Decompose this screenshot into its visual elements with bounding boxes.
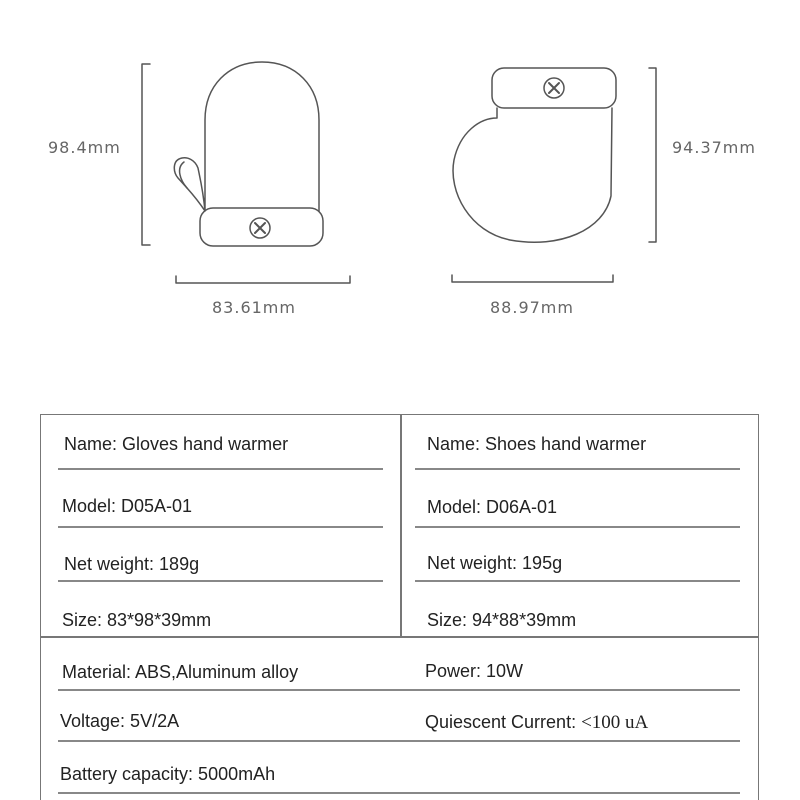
shoe-width-label: 88.97mm bbox=[490, 298, 574, 317]
shoe-width-bracket bbox=[452, 275, 613, 282]
shoes-size: Size: 94*88*39mm bbox=[427, 610, 577, 630]
material: Material: ABS,Aluminum alloy bbox=[62, 662, 299, 682]
row-line bbox=[415, 580, 740, 582]
shoe-height-bracket bbox=[649, 68, 656, 242]
spec-table bbox=[40, 414, 760, 800]
dimension-diagram bbox=[0, 0, 800, 340]
gloves-size: Size: 83*98*39mm bbox=[62, 610, 212, 630]
quiescent-current bbox=[425, 712, 648, 734]
glove-height-label: 98.4mm bbox=[48, 138, 121, 157]
voltage: Voltage: 5V/2A bbox=[60, 711, 180, 731]
product-outline-drawing bbox=[0, 0, 800, 340]
glove-outline-icon bbox=[174, 62, 319, 211]
row-line bbox=[58, 526, 383, 528]
row-line bbox=[58, 689, 740, 691]
shoe-outline-icon bbox=[453, 108, 612, 242]
row-line bbox=[58, 740, 740, 742]
shoes-name: Name: Shoes hand warmer bbox=[427, 434, 647, 454]
shoes-model: Model: D06A-01 bbox=[427, 497, 558, 517]
gloves-name: Name: Gloves hand warmer bbox=[64, 434, 289, 454]
row-line bbox=[58, 580, 383, 582]
quiescent-current-value: <100 uA bbox=[581, 712, 649, 733]
quiescent-current-label: Quiescent Current: bbox=[425, 712, 582, 732]
gloves-model: Model: D05A-01 bbox=[62, 496, 193, 516]
shoes-net-weight: Net weight: 195g bbox=[427, 553, 563, 573]
glove-width-bracket bbox=[176, 276, 350, 283]
row-line bbox=[415, 526, 740, 528]
battery-capacity: Battery capacity: 5000mAh bbox=[60, 764, 276, 784]
row-line bbox=[58, 792, 740, 794]
row-line bbox=[58, 468, 383, 470]
power: Power: 10W bbox=[425, 661, 524, 681]
column-divider bbox=[400, 414, 402, 637]
row-line bbox=[415, 468, 740, 470]
section-divider bbox=[40, 636, 759, 638]
glove-width-label: 83.61mm bbox=[212, 298, 296, 317]
glove-height-bracket bbox=[142, 64, 150, 245]
shoe-height-label: 94.37mm bbox=[672, 138, 756, 157]
gloves-net-weight: Net weight: 189g bbox=[64, 554, 200, 574]
